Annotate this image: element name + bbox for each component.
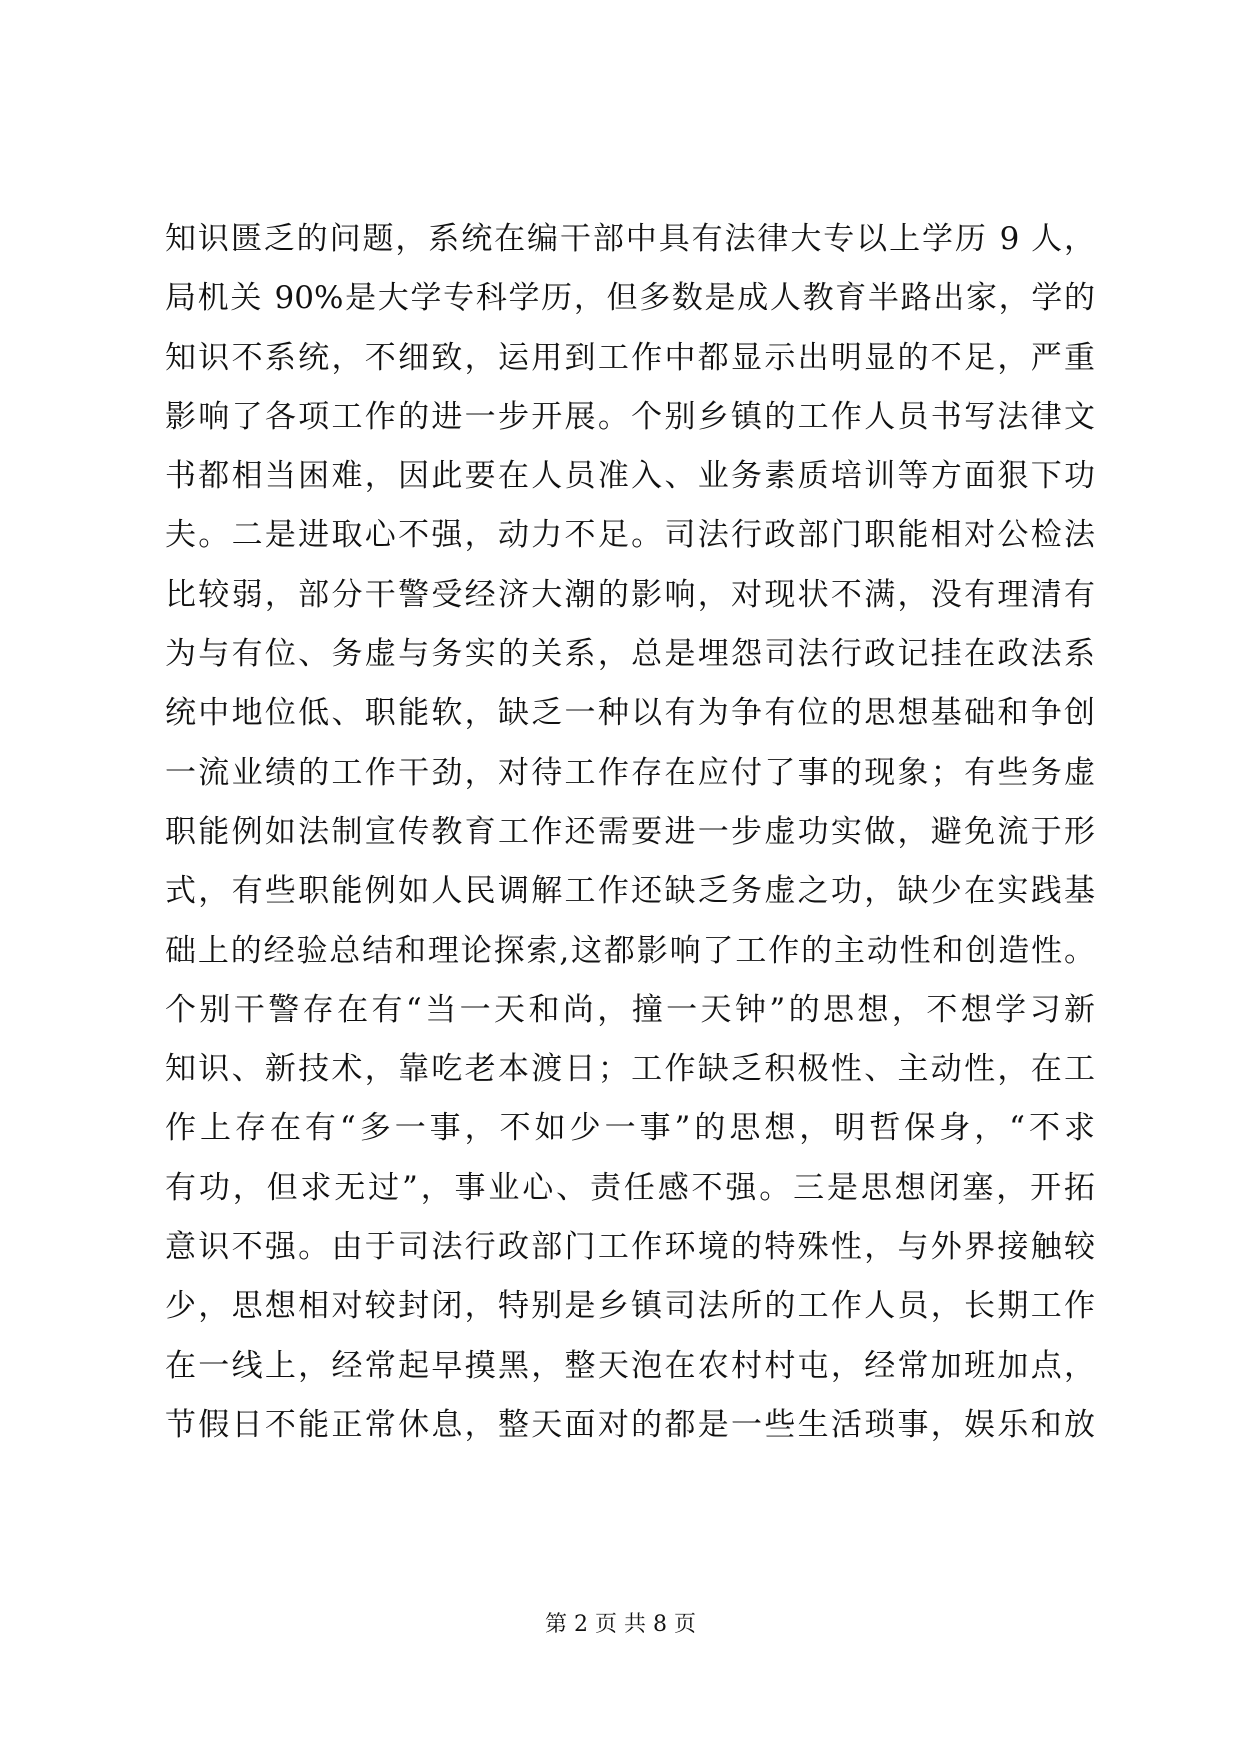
text-line: 在一线上，经常起早摸黑，整天泡在农村村屯，经常加班加点， (165, 1347, 1095, 1384)
text-line: 知识不系统，不细致，运用到工作中都显示出明显的不足，严重 (165, 339, 1095, 376)
text-line: 夫。二是进取心不强，动力不足。司法行政部门职能相对公检法 (165, 517, 1095, 554)
text-line: 比较弱，部分干警受经济大潮的影响，对现状不满，没有理清有 (165, 576, 1095, 613)
text-line: 础上的经验总结和理论探索,这都影响了工作的主动性和创造性。 (165, 932, 1095, 969)
text-line: 意识不强。由于司法行政部门工作环境的特殊性，与外界接触较 (165, 1229, 1095, 1266)
page-number-label: 第 2 页 共 8 页 (545, 1612, 696, 1637)
text-line: 少，思想相对较封闭，特别是乡镇司法所的工作人员，长期工作 (165, 1288, 1095, 1325)
body-text (165, 210, 1095, 1455)
text-line: 个别干警存在有“当一天和尚，撞一天钟”的思想，不想学习新 (165, 991, 1095, 1028)
text-line: 式，有些职能例如人民调解工作还缺乏务虚之功，缺少在实践基 (165, 873, 1095, 910)
text-line: 知识、新技术，靠吃老本渡日；工作缺乏积极性、主动性，在工 (165, 1051, 1095, 1088)
text-line: 影响了各项工作的进一步开展。个别乡镇的工作人员书写法律文 (165, 398, 1095, 435)
text-line: 统中地位低、职能软，缺乏一种以有为争有位的思想基础和争创 (165, 695, 1095, 732)
text-line: 一流业绩的工作干劲，对待工作存在应付了事的现象；有些务虚 (165, 754, 1095, 791)
text-line: 有功，但求无过”，事业心、责任感不强。三是思想闭塞，开拓 (165, 1169, 1095, 1206)
text-line: 为与有位、务虚与务实的关系，总是埋怨司法行政记挂在政法系 (165, 636, 1095, 673)
text-line: 知识匮乏的问题，系统在编干部中具有法律大专以上学历 9 人， (165, 221, 1095, 257)
text-line: 局机关 90%是大学专科学历，但多数是成人教育半路出家，学的 (165, 280, 1095, 317)
text-line: 作上存在有“多一事，不如少一事”的思想，明哲保身，“不求 (165, 1110, 1095, 1147)
page-footer (0, 1607, 1241, 1638)
text-line: 书都相当困难，因此要在人员准入、业务素质培训等方面狠下功 (165, 458, 1095, 495)
text-line: 职能例如法制宣传教育工作还需要进一步虚功实做，避免流于形 (165, 813, 1095, 850)
text-line: 节假日不能正常休息，整天面对的都是一些生活琐事，娱乐和放 (165, 1406, 1095, 1443)
